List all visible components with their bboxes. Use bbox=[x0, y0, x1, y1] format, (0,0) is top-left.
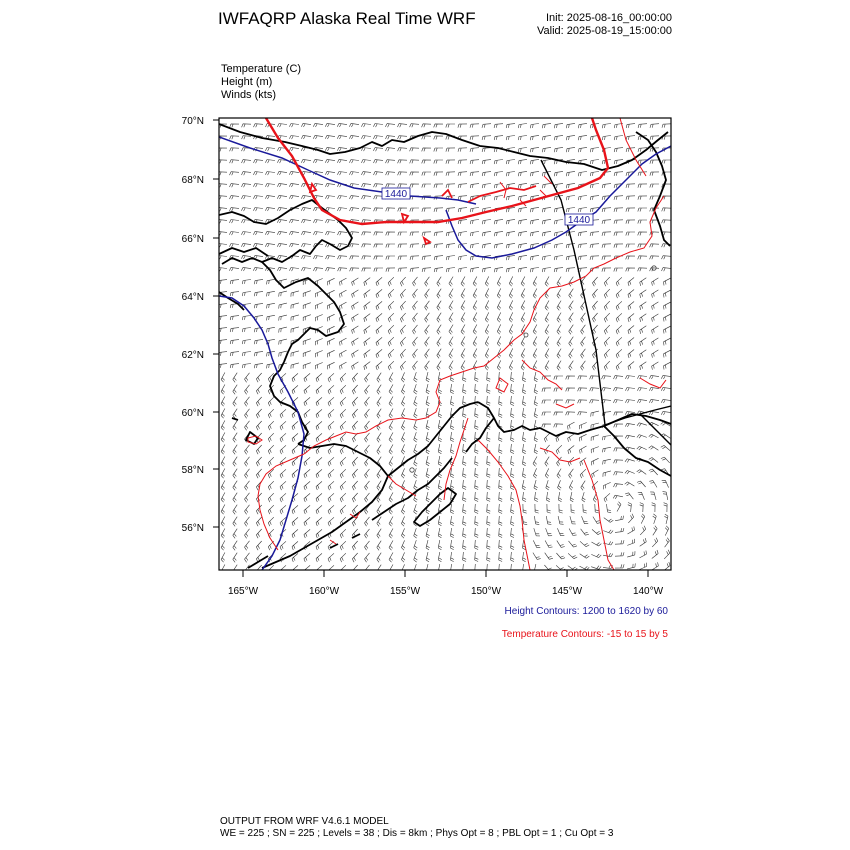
height-contours-note: Height Contours: 1200 to 1620 by 60 bbox=[504, 606, 668, 617]
model-version-line: OUTPUT FROM WRF V4.6.1 MODEL bbox=[220, 816, 389, 827]
height-field-label: Height (m) bbox=[221, 76, 273, 88]
lon-label-160: 160°W bbox=[308, 586, 340, 597]
station-marker bbox=[524, 333, 528, 337]
init-time: Init: 2025-08-16_00:00:00 bbox=[546, 12, 672, 24]
wind-barb-path bbox=[217, 123, 671, 574]
valid-time: Valid: 2025-08-19_15:00:00 bbox=[537, 25, 672, 37]
lat-label-68: 68°N bbox=[181, 175, 204, 186]
lat-label-70: 70°N bbox=[181, 116, 204, 127]
model-config-line: WE = 225 ; SN = 225 ; Levels = 38 ; Dis = 8km ; Phys Opt = 8 ; PBL Opt = 1 ; Cu Opt = 3 bbox=[220, 828, 614, 839]
station-marker bbox=[410, 468, 414, 472]
height-label-1: 1440 bbox=[384, 189, 408, 200]
lat-label-62: 62°N bbox=[181, 350, 204, 361]
lat-label-66: 66°N bbox=[181, 234, 204, 245]
map-frame bbox=[219, 118, 671, 570]
model-info-footer bbox=[220, 816, 613, 840]
lat-label-56: 56°N bbox=[181, 523, 204, 534]
lon-label-150: 150°W bbox=[470, 586, 502, 597]
lat-label-58: 58°N bbox=[181, 465, 204, 476]
longitude-axis bbox=[243, 570, 648, 577]
lon-label-140: 140°W bbox=[632, 586, 664, 597]
temperature-field-label: Temperature (C) bbox=[221, 63, 302, 75]
height-label-box-1 bbox=[382, 188, 410, 200]
lat-label-64: 64°N bbox=[181, 292, 204, 303]
map-title: IWFAQRP Alaska Real Time WRF bbox=[218, 9, 476, 28]
latitude-axis bbox=[213, 120, 219, 527]
borders bbox=[541, 160, 671, 445]
wind-barbs bbox=[217, 123, 671, 574]
temperature-contours-note: Temperature Contours: -15 to 15 by 5 bbox=[501, 629, 668, 640]
lat-label-60: 60°N bbox=[181, 408, 204, 419]
lon-label-155: 155°W bbox=[389, 586, 421, 597]
winds-field-label: Winds (kts) bbox=[221, 89, 276, 101]
lon-label-165: 165°W bbox=[227, 586, 259, 597]
coastlines bbox=[219, 124, 671, 568]
height-label-box-2 bbox=[565, 214, 593, 226]
height-label-2: 1440 bbox=[567, 215, 591, 226]
lon-label-145: 145°W bbox=[551, 586, 583, 597]
temperature-contours bbox=[248, 118, 666, 570]
